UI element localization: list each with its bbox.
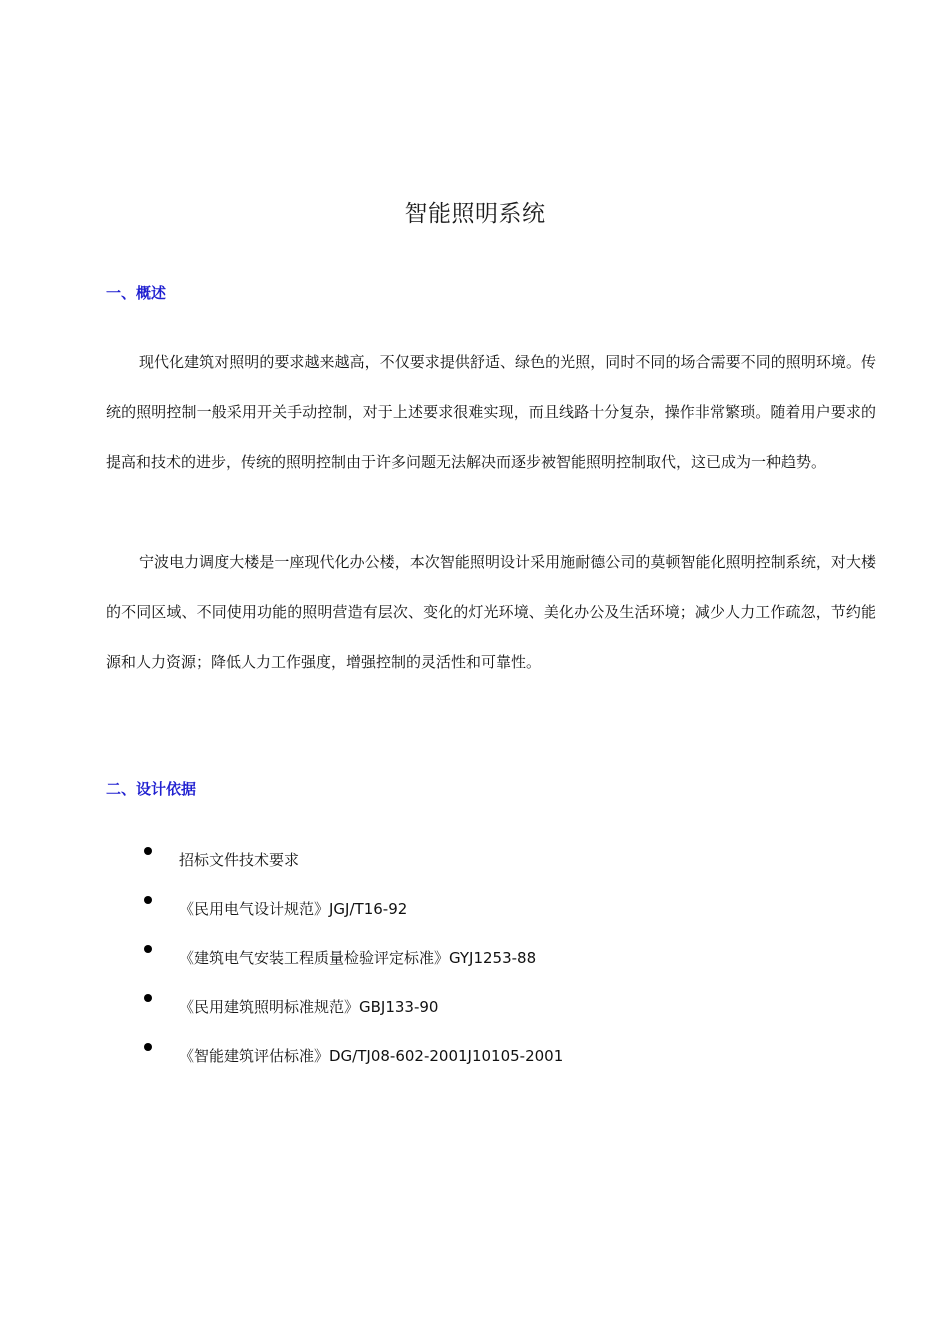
list-item: [0, 983, 950, 1032]
list-item: [0, 1032, 950, 1081]
list-item-text: 《民用建筑照明标准规范》GBJ133-90: [179, 998, 439, 1016]
bullet-icon: [144, 994, 152, 1002]
bullet-icon: [144, 847, 152, 855]
document-title: 智能照明系统: [404, 201, 546, 227]
overview-paragraph-1: 现代化建筑对照明的要求越来越高，不仅要求提供舒适、绿色的光照，同时不同的场合需要不同的照明环境。传统的照明控制一般采用开关手动控制，对于上述要求很难实现，而且线路十分复杂，操作非常繁琐。随着用户要求的提高和技术的进步，传统的照明控制由于许多问题无法解决而逐步被智能照明控制取代，这已成为一种趋势。: [106, 353, 876, 471]
list-item: [0, 836, 950, 885]
bullet-icon: [144, 896, 152, 904]
list-item-text: 《智能建筑评估标准》DG/TJ08-602-2001J10105-2001: [179, 1047, 564, 1065]
bullet-icon: [144, 945, 152, 953]
list-item-text: 《建筑电气安装工程质量检验评定标准》GYJ1253-88: [179, 949, 537, 967]
list-item-text: 招标文件技术要求: [179, 851, 300, 869]
list-item: [0, 934, 950, 983]
list-item: [0, 885, 950, 934]
design-basis-list: [0, 836, 950, 1081]
section-heading-overview: 一、概述: [106, 284, 167, 302]
bullet-icon: [144, 1043, 152, 1051]
section-heading-design-basis: 二、设计依据: [106, 780, 197, 798]
list-item-text: 《民用电气设计规范》JGJ/T16-92: [179, 900, 408, 918]
overview-paragraph-2: 宁波电力调度大楼是一座现代化办公楼，本次智能照明设计采用施耐德公司的莫顿智能化照明控制系统，对大楼的不同区域、不同使用功能的照明营造有层次、变化的灯光环境、美化办公及生活环境；减少人力工作疏忽，节约能源和人力资源；降低人力工作强度，增强控制的灵活性和可靠性。: [106, 553, 876, 671]
